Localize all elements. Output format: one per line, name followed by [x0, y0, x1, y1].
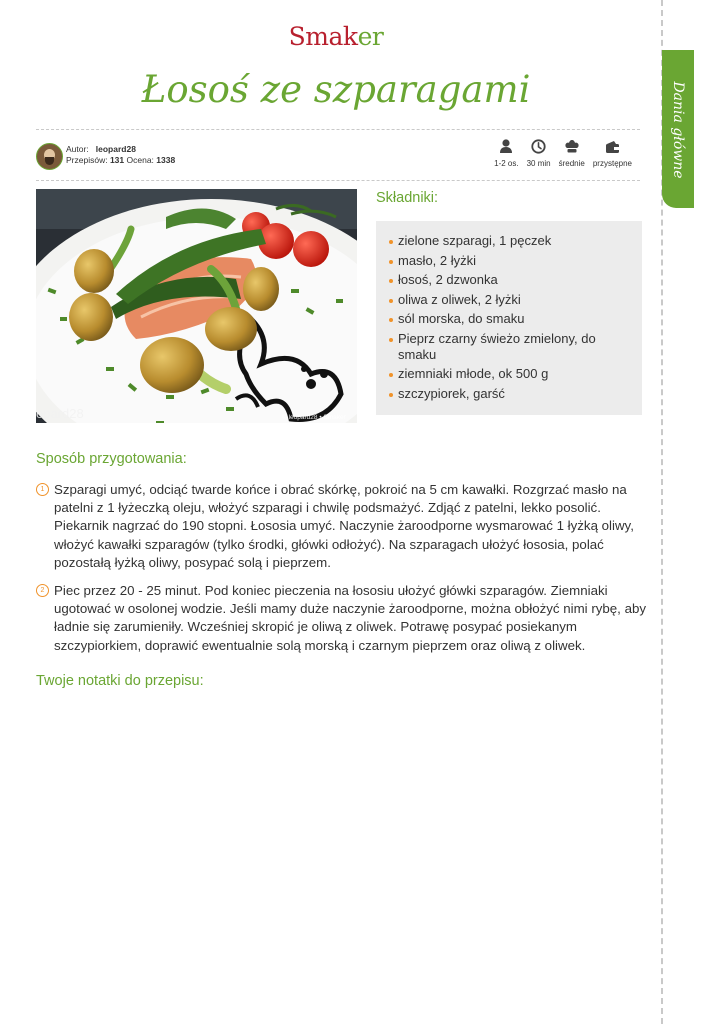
ingredient-item: oliwa z oliwek, 2 łyżki [388, 292, 628, 308]
recipe-meta [494, 138, 632, 168]
preparation-step [36, 481, 646, 572]
difficulty-meta: średnie [559, 138, 585, 168]
ingredient-item: sól morska, do smaku [388, 311, 628, 327]
author-stats: Przepisów: 131 Ocena: 1338 [66, 155, 176, 165]
ingredients-list [376, 221, 642, 402]
recipe-title: Łosoś ze szparagami [141, 68, 531, 111]
ingredient-item: ziemniaki młode, ok 500 g [388, 366, 628, 382]
ingredient-item: łosoś, 2 dzwonka [388, 272, 628, 288]
ingredient-item: masło, 2 łyżki [388, 253, 628, 269]
divider-bottom [36, 180, 640, 181]
recipe-photo [36, 189, 357, 423]
wallet-icon [593, 138, 632, 155]
clock-icon [527, 138, 551, 155]
logo-main: Smak [288, 22, 358, 51]
ingredients-box [376, 221, 642, 415]
author-name[interactable]: leopard28 [95, 144, 136, 154]
chef-hat-icon [559, 138, 585, 155]
ingredients-heading: Składniki: [376, 190, 439, 206]
step-number: 2 [36, 584, 49, 597]
cost-meta: przystępne [593, 138, 632, 168]
smaker-logo[interactable] [0, 22, 672, 51]
avatar[interactable] [36, 143, 63, 170]
category-tab-label: Dania główne [670, 81, 686, 179]
photo-watermark-right: © leopard28 • Smaker [282, 414, 346, 421]
step-text: Piec przez 20 - 25 minut. Pod koniec pieczenia na łososiu ułożyć główki szparagów. Ziemniaki ugotować w osolonej wodzie. Jeśli mamy duże naczynie żaroodporne, można obłożyć nimi rybę, aby ładnie się zarumieniły. Wcześniej skropić je oliwą z oliwek. Potrawę posypać posiekanym szczypiorkiem, doprawić ewentualnie solą morską i czarnym pieprzem oraz oliwą z oliwek. [54, 583, 647, 653]
preparation-step [36, 582, 646, 655]
author-line: Autor: leopard28 [66, 144, 136, 154]
time-meta: 30 min [527, 138, 551, 168]
person-icon [494, 138, 518, 155]
ingredient-item: Pieprz czarny świeżo zmielony, do smaku [388, 331, 628, 363]
step-text: Szparagi umyć, odciąć twarde końce i obrać skórkę, pokroić na 5 cm kawałki. Rozgrzać masło na patelni z 1 łyżeczką oleju, włożyć szparagi i chwilę podsmażyć. Zdjąć z patelni, lekko posolić. Piekarnik nagrzać do 190 stopni. Łososia umyć. Naczynie żaroodporne wysmarować 1 łyżką oliwy, włożyć kawałki szparagów (tylko środki, główki odłożyć). Na szparagach ułożyć łososia, polać pozostałą łyżką oliwy, posypać solą i pieprzem. [54, 482, 634, 570]
servings-meta: 1-2 os. [494, 138, 518, 168]
divider-top [36, 129, 640, 130]
ingredient-item: zielone szparagi, 1 pęczek [388, 233, 628, 249]
preparation-heading: Sposób przygotowania: [36, 451, 187, 467]
ingredient-item: szczypiorek, garść [388, 386, 628, 402]
logo-accent: er [357, 22, 384, 51]
step-number: 1 [36, 483, 49, 496]
notes-heading: Twoje notatki do przepisu: [36, 673, 204, 689]
photo-watermark-left: opard28 [36, 406, 84, 421]
